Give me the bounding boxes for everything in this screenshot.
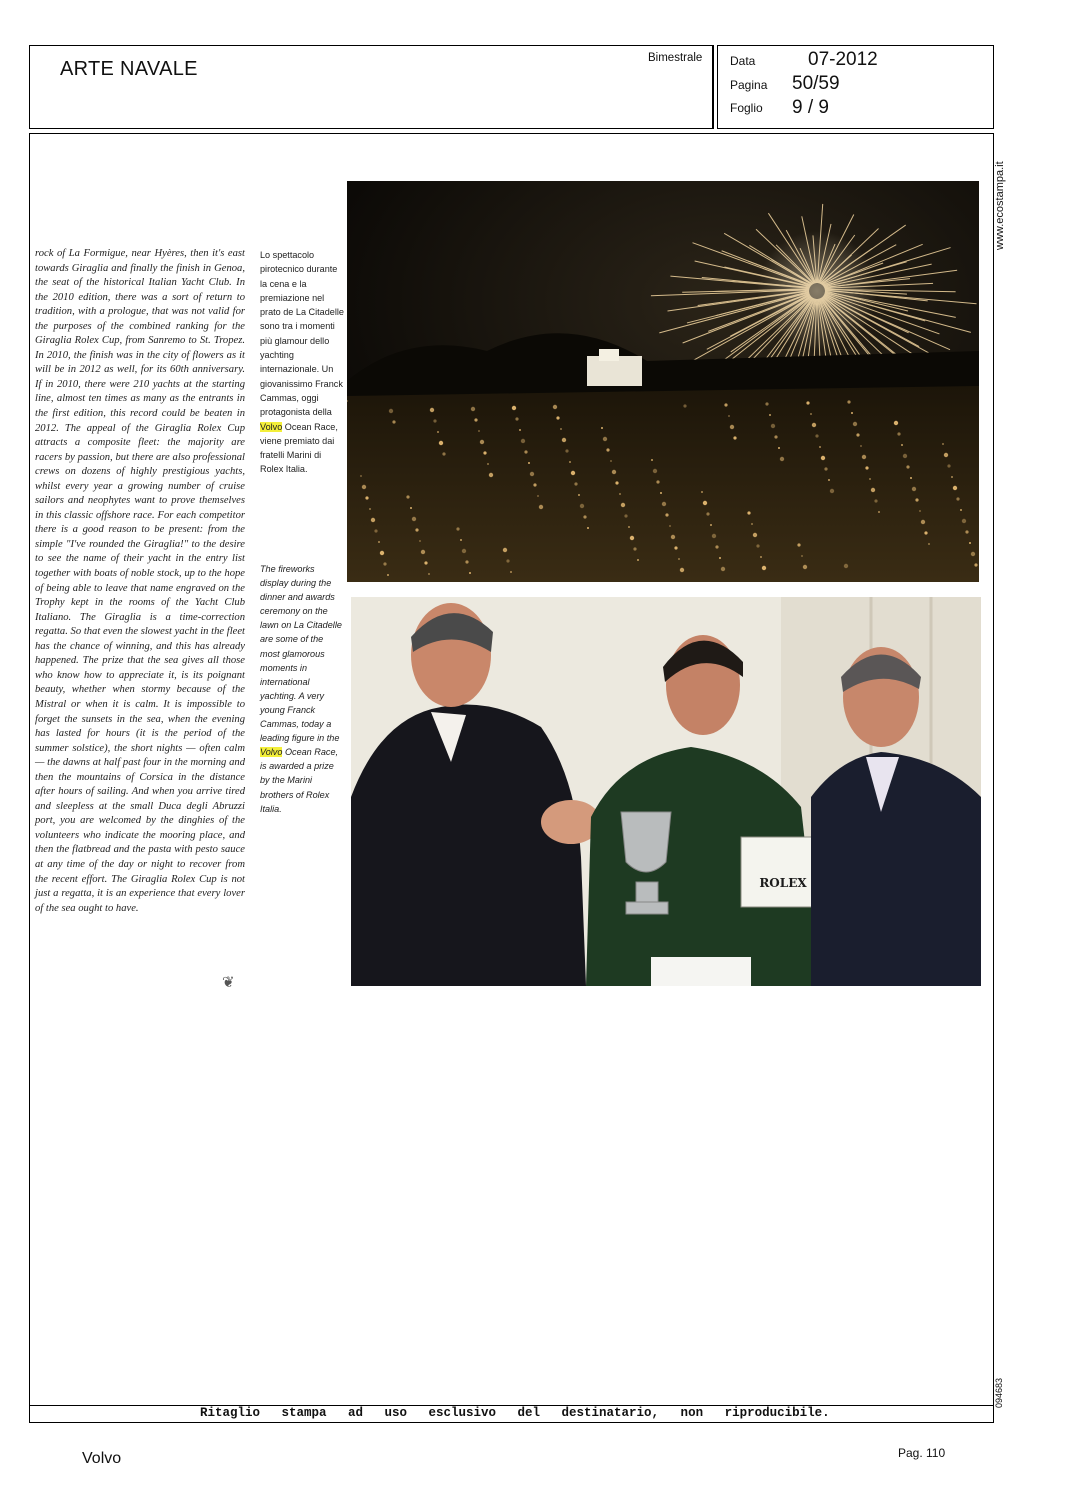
end-mark-icon: ❦	[222, 973, 235, 991]
client-name: Volvo	[82, 1450, 122, 1467]
caption-italian	[260, 248, 344, 477]
caption-it-text-1: Lo spettacolo pirotecnico durante la cena e la premiazione nel prato de La Citadelle sono tra i momenti più glamour dello yachting internazionale. Un giovanissimo Franck Cammas, oggi protagonista della	[260, 250, 344, 418]
pagina-label: Pagina	[730, 78, 768, 92]
article-body: rock of La Formigue, near Hyères, then it's east towards Giraglia and finally the finish in Genoa, the seat of the historical Italian Yacht Club. In the 2010 edition, there was a sort of return to tradition, with a prologue, that was not valid for the purposes of the combined ranking for the Giraglia Rolex Cup, from Sanremo to St. Tropez. In 2010, the finish was in the city of flowers as it will be in 2012 as well, for its 60th anniversary. If in 2010, there were 210 yachts at the starting line, almost ten times as many as the entrants in the first edition, this record could be beaten in 2012. The appeal of the Giraglia Rolex Cup attracts a composite fleet: the majority are racers by passion, but there are also professional crews on dozens of highly prestigious yachts, whilst every year a growing number of cruise sailors and neophytes want to prove themselves in this classic offshore race. For each competitor there is a good reason to be present: from the simple "I've rounded the Giraglia!" to the desire to see the name of their yacht in the entry list together with boats of noble stock, up to the hope of being able to leave that name engraved on the Trophy kept in the rooms of the Yacht Club Italiano. The Giraglia is a time-correction regatta. So that even the slowest yacht in the fleet has the chance of winning, and this has already happened. The prize that the sea gives all those who know how to appreciate it, is its poignant beauty, whether when stormy because of the Mistral or when it is calm. It is impossible to forget the sunsets in the sea, when the evening has lasted for hours (it is the period of the summer solstice), the short nights — often calm — the dawns at half past four in the morning and then the mountains of Corsica in the distance after hours of sailing. And when you arrive tired and sleepless at the small Duca degli Abruzzi port, you are welcomed by the dinghies of the volunteers who indicate the mooring place, and then the flatbread and the pasta with pesto sauce at any time of the day or night to recover from the recent effort. The Giraglia Rolex Cup is not just a regatta, it is an experience that every lover of the sea ought to have.	[35, 248, 245, 914]
fireworks-photo	[347, 181, 979, 582]
publication-title: ARTE NAVALE	[60, 58, 198, 80]
clipping-code: 094683	[994, 1377, 1004, 1408]
frequency-label: Bimestrale	[648, 52, 703, 64]
data-value: 07-2012	[808, 49, 878, 70]
caption-english	[260, 562, 344, 816]
disclaimer-text: Ritaglio stampa ad uso esclusivo del destinatario, non riproducibile.	[200, 1406, 830, 1420]
website-text: www.ecostampa.it	[994, 161, 1006, 250]
pagina-value: 50/59	[792, 73, 840, 94]
foglio-label: Foglio	[730, 101, 763, 115]
website-vertical	[994, 150, 1012, 250]
caption-en-text-1: The fireworks display during the dinner and awards ceremony on the lawn on La Citadelle are some of the most glamorous moments in international yachting. A very young Franck Cammas, today a leading figure in the	[260, 564, 342, 744]
award-photo	[351, 597, 981, 986]
data-label: Data	[730, 54, 756, 68]
page-number: Pag. 110	[898, 1446, 946, 1460]
foglio-value: 9 / 9	[792, 97, 829, 118]
rolex-brand-text: ROLEX	[759, 876, 807, 890]
caption-en-text-2: Ocean Race, is awarded a prize by the Marini brothers of Rolex Italia.	[260, 747, 339, 814]
caption-it-text-2: Ocean Race, viene premiato dai fratelli Marini di Rolex Italia.	[260, 421, 338, 475]
caption-it-highlight: Volvo	[260, 421, 283, 432]
caption-en-highlight: Volvo	[260, 747, 283, 758]
